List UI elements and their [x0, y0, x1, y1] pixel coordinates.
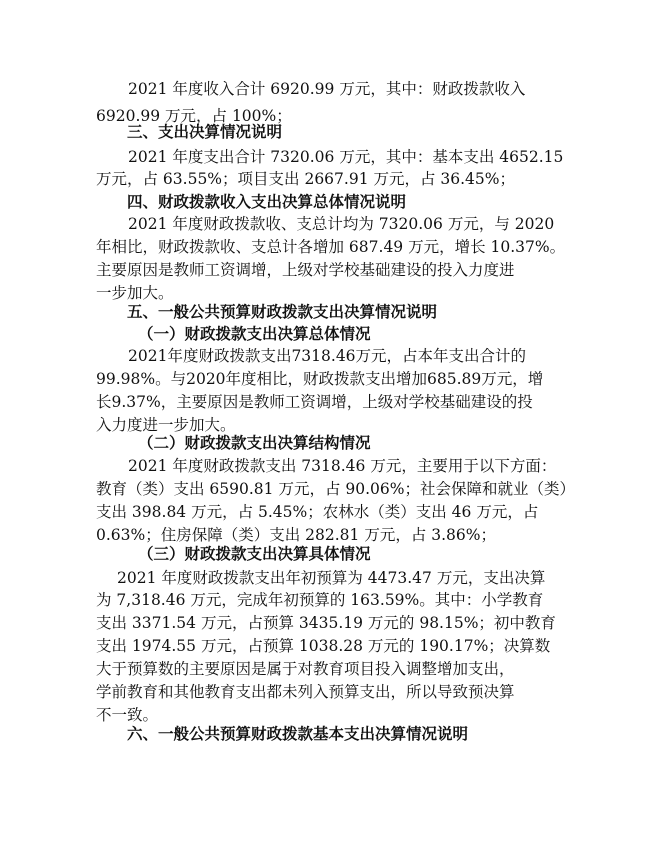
paragraph-line: 2021年度财政拨款支出7318.46万元，占本年支出合计的 — [128, 347, 527, 365]
subsection-heading-1: （一）财政拨款支出决算总体情况 — [138, 324, 371, 343]
paragraph-line: 一步加大。 — [96, 284, 174, 302]
paragraph-line: 99.98%。与2020年度相比，财政拨款支出增加685.89万元，增 — [96, 370, 544, 388]
paragraph-line: 万元，占 63.55%；项目支出 2667.91 万元，占 36.45%； — [96, 170, 516, 188]
paragraph-line: 大于预算数的主要原因是属于对教育项目投入调整增加支出， — [96, 660, 515, 678]
paragraph-line: 学前教育和其他教育支出都未列入预算支出，所以导致预决算 — [96, 683, 515, 701]
paragraph-line: 2021 年度收入合计 6920.99 万元，其中：财政拨款收入 — [128, 80, 526, 98]
section-heading-4: 四、财政拨款收入支出决算总体情况说明 — [127, 192, 407, 211]
paragraph-line: 支出 1974.55 万元，占预算 1038.28 万元的 190.17%；决算数 — [96, 637, 551, 655]
paragraph-line: 年相比，财政拨款收、支总计各增加 687.49 万元，增长 10.37%。 — [96, 238, 566, 256]
section-heading-5: 五、一般公共预算财政拨款支出决算情况说明 — [127, 302, 438, 321]
paragraph-line: 0.63%；住房保障（类）支出 282.81 万元，占 3.86%； — [96, 526, 496, 544]
paragraph-line: 支出 398.84 万元，占 5.45%；农林水（类）支出 46 万元，占 — [96, 503, 539, 521]
paragraph-line: 不一致。 — [96, 706, 159, 724]
subsection-heading-2: （二）财政拨款支出决算结构情况 — [138, 433, 371, 452]
paragraph-line: 长9.37%，主要原因是教师工资调增，上级对学校基础建设的投 — [96, 393, 533, 411]
paragraph-line: 主要原因是教师工资调增，上级对学校基础建设的投入力度进 — [96, 261, 515, 279]
paragraph-line: 2021 年度财政拨款支出 7318.46 万元，主要用于以下方面： — [128, 457, 557, 475]
section-heading-6: 六、一般公共预算财政拨款基本支出决算情况说明 — [127, 724, 469, 743]
subsection-heading-3: （三）财政拨款支出决算具体情况 — [138, 544, 371, 563]
paragraph-line: 6920.99 万元，占 100%； — [96, 107, 292, 125]
paragraph-line: 入力度进一步加大。 — [96, 416, 236, 434]
section-heading-3: 三、支出决算情况说明 — [127, 122, 283, 141]
paragraph-line: 2021 年度财政拨款收、支总计均为 7320.06 万元，与 2020 — [128, 215, 555, 233]
paragraph-line: 教育（类）支出 6590.81 万元，占 90.06%；社会保障和就业（类） — [96, 480, 575, 498]
paragraph-line: 2021 年度财政拨款支出年初预算为 4473.47 万元，支出决算 — [117, 569, 546, 587]
paragraph-line: 为 7,318.46 万元，完成年初预算的 163.59%。其中：小学教育 — [96, 591, 544, 609]
paragraph-line: 2021 年度支出合计 7320.06 万元，其中：基本支出 4652.15 — [128, 148, 564, 166]
paragraph-line: 支出 3371.54 万元，占预算 3435.19 万元的 98.15%；初中教育 — [96, 614, 556, 632]
